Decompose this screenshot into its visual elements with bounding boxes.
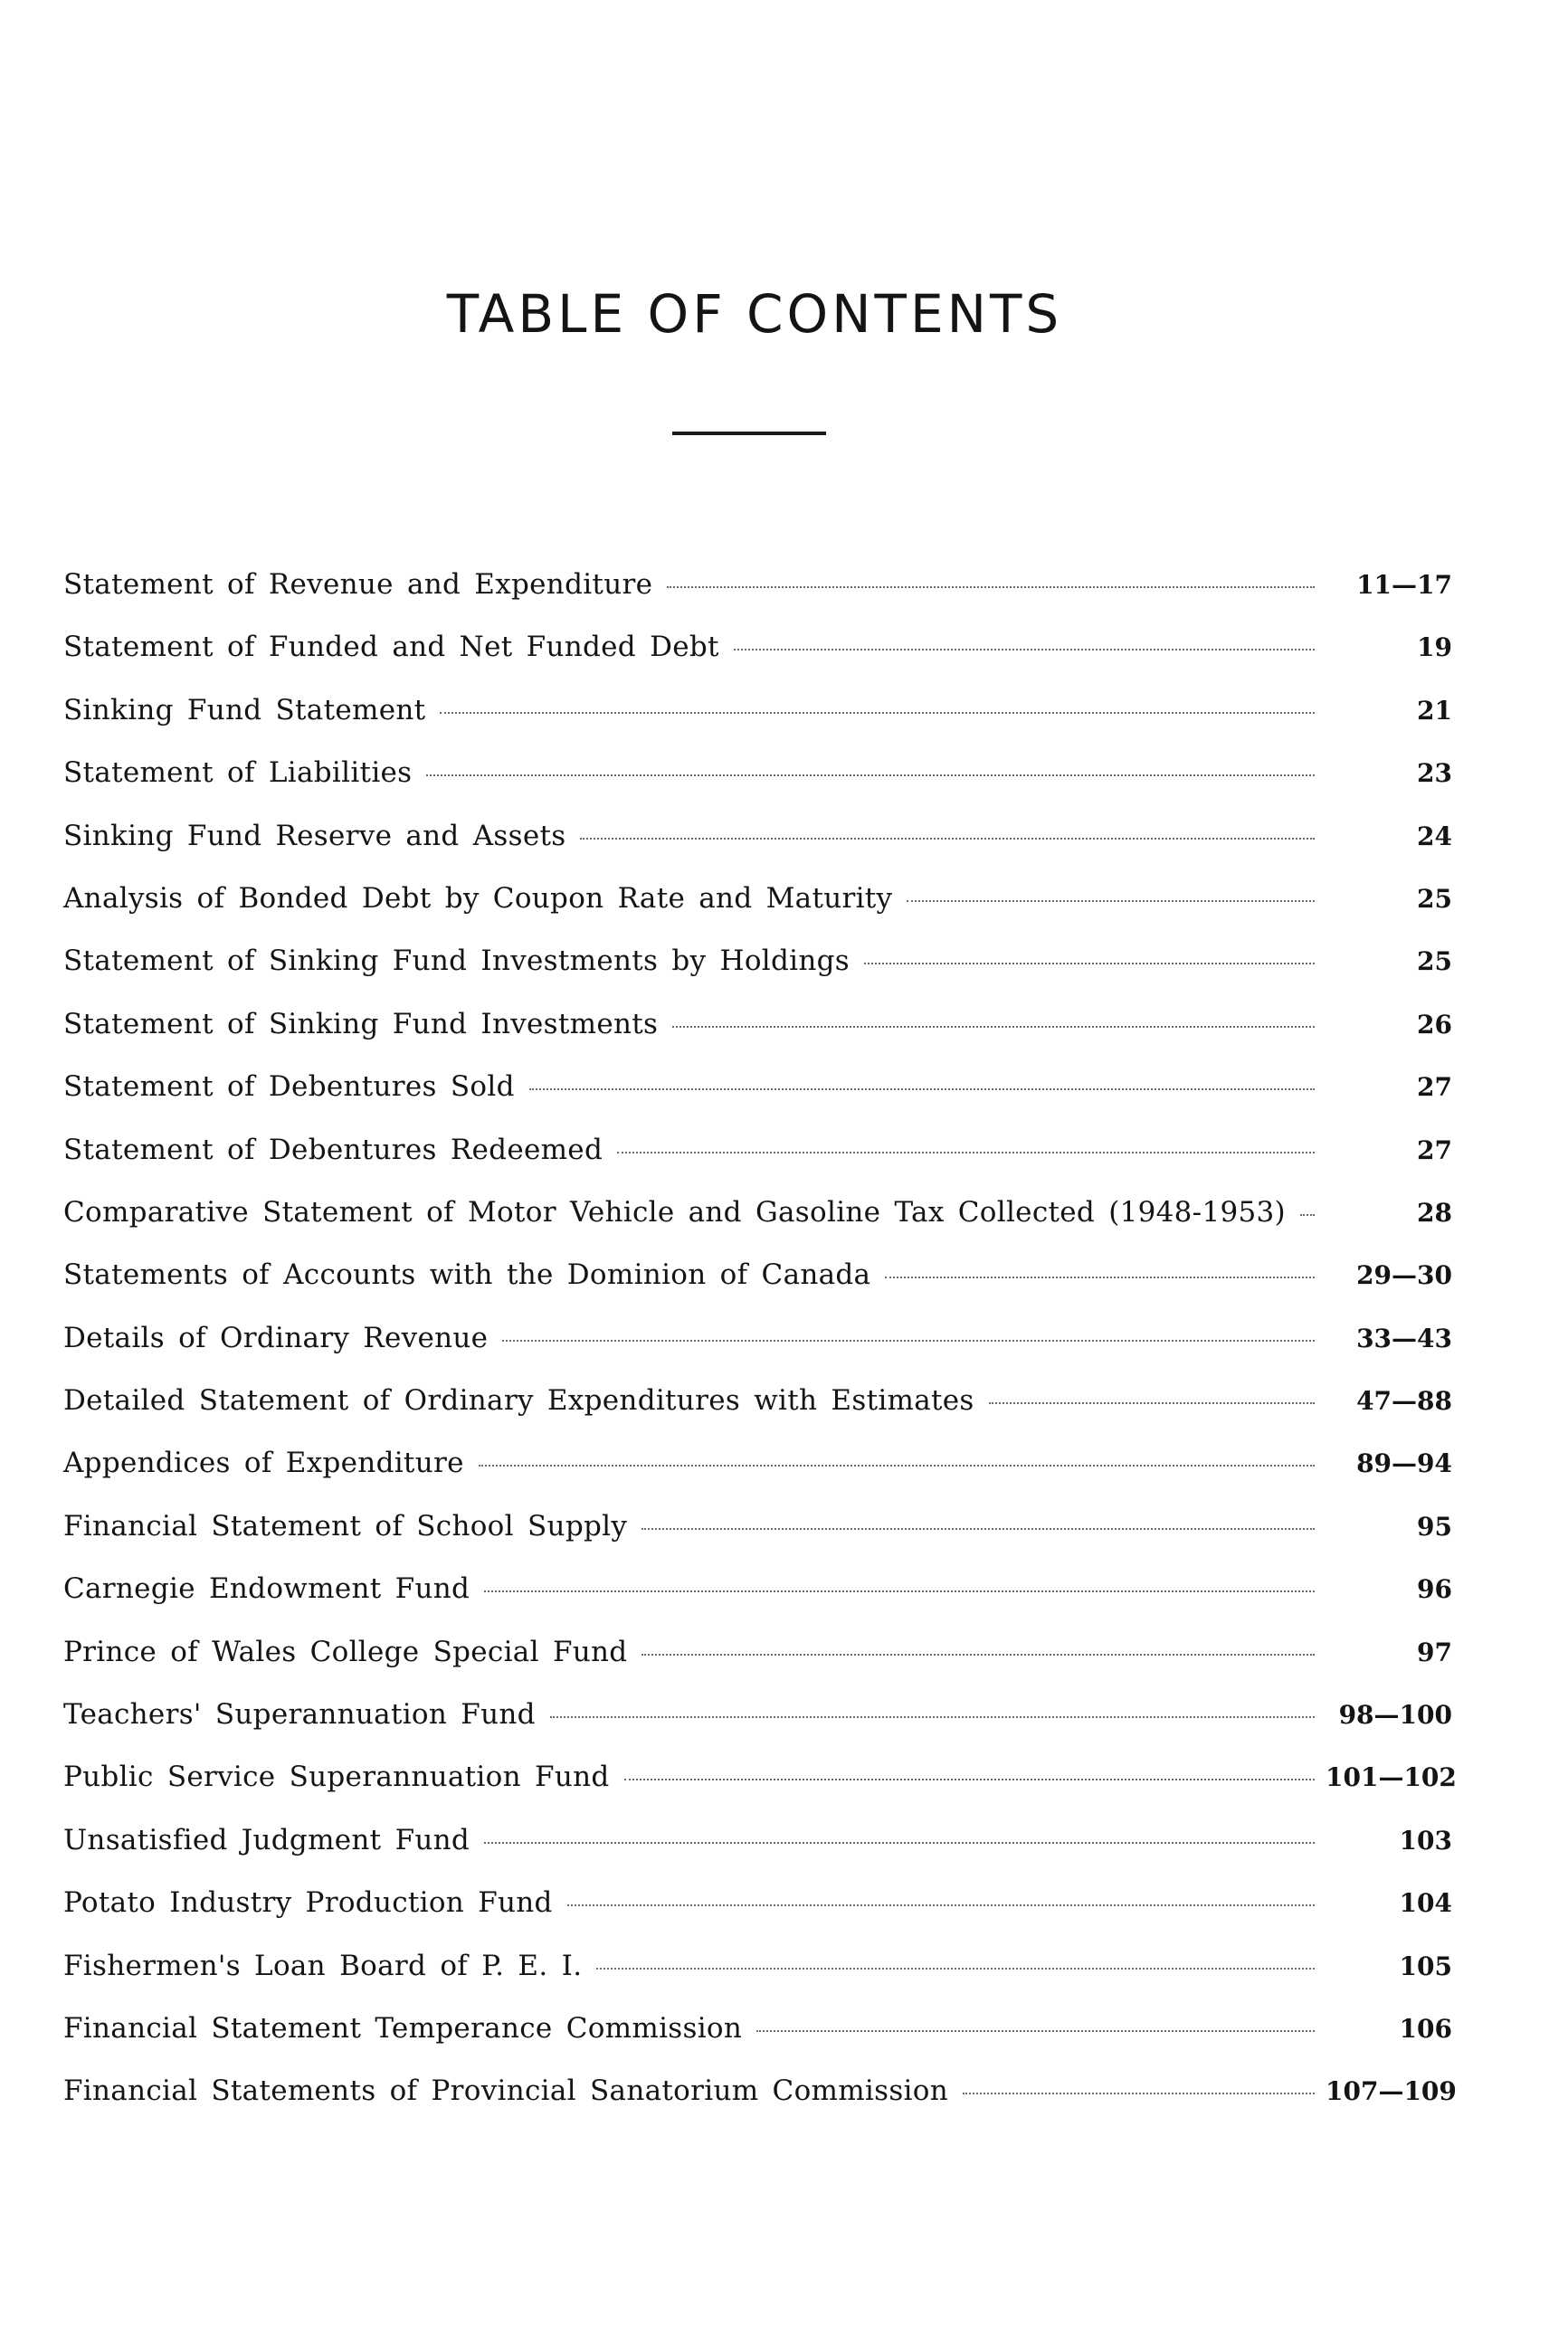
toc-entry [63, 1008, 1452, 1070]
toc-entry-title: Carnegie Endowment Fund [63, 1572, 470, 1606]
toc-entry-page: 104 [1399, 1888, 1452, 1919]
toc-entry [63, 1384, 1452, 1447]
toc-entry-title: Details of Ordinary Revenue [63, 1321, 489, 1354]
toc-entry-title: Statement of Funded and Net Funded Debt [63, 631, 719, 664]
dot-leader [864, 963, 1315, 964]
dot-leader [907, 900, 1315, 902]
toc-entry-title: Financial Statements of Provincial Sanatorium Commission [63, 2074, 949, 2108]
toc-entry-page: 103 [1399, 1825, 1452, 1856]
toc-entry-page: 101—102 [1326, 1762, 1457, 1793]
dot-leader [529, 1088, 1315, 1090]
toc-entry-page: 107—109 [1326, 2076, 1457, 2107]
dot-leader [426, 774, 1315, 776]
toc-entry [63, 1447, 1452, 1509]
dot-leader [567, 1904, 1315, 1906]
toc-entry-title: Financial Statement of School Supply [63, 1509, 628, 1543]
toc-entry [63, 1636, 1452, 1698]
toc-entry-title: Analysis of Bonded Debt by Coupon Rate and Maturity [63, 881, 893, 915]
toc-entry-page: 23 [1417, 758, 1452, 789]
toc-entry-title: Statement of Debentures Sold [63, 1070, 515, 1104]
toc-entry-title: Prince of Wales College Special Fund [63, 1635, 628, 1668]
toc-entry-page: 24 [1417, 821, 1452, 851]
toc-entry-title: Statement of Debentures Redeemed [63, 1133, 603, 1166]
toc-entry-page: 96 [1417, 1574, 1452, 1605]
toc-entry [63, 1824, 1452, 1886]
toc-entry-page: 105 [1399, 1951, 1452, 1981]
toc-entry-title: Sinking Fund Reserve and Assets [63, 819, 566, 852]
toc-entry-page: 27 [1417, 1072, 1452, 1103]
toc-entry-title: Potato Industry Production Fund [63, 1886, 553, 1920]
dot-leader [502, 1340, 1315, 1342]
toc-entry-title: Statement of Liabilities [63, 756, 413, 790]
dot-leader [580, 838, 1315, 840]
toc-entry-page: 89—94 [1356, 1448, 1452, 1479]
title-rule [672, 432, 826, 435]
toc-entry-page: 21 [1417, 695, 1452, 726]
toc-entry-page: 33—43 [1356, 1323, 1452, 1353]
dot-leader [756, 2030, 1315, 2032]
toc-entry [63, 756, 1452, 819]
dot-leader [885, 1277, 1315, 1278]
toc-entry-title: Financial Statement Temperance Commission [63, 2011, 743, 2045]
toc-entry-page: 11—17 [1356, 570, 1452, 600]
toc-entry-title: Detailed Statement of Ordinary Expenditures with Estimates [63, 1384, 974, 1418]
toc-entry [63, 568, 1452, 631]
toc-entry-page: 26 [1417, 1009, 1452, 1040]
toc-entry [63, 1510, 1452, 1572]
dot-leader [1300, 1214, 1315, 1216]
toc-entry [63, 1322, 1452, 1384]
toc-entry [63, 2074, 1457, 2137]
toc-entry [63, 694, 1452, 756]
toc-entry-page: 97 [1417, 1637, 1452, 1667]
dot-leader [440, 712, 1315, 714]
dot-leader [479, 1465, 1315, 1467]
dot-leader [641, 1528, 1315, 1530]
toc-entry [63, 631, 1452, 693]
toc-entry [63, 1698, 1452, 1761]
toc-entry-title: Statement of Revenue and Expenditure [63, 568, 653, 601]
dot-leader [672, 1026, 1315, 1028]
toc-entry-page: 28 [1417, 1197, 1452, 1228]
toc-entry [63, 2012, 1452, 2074]
toc-entry-page: 98—100 [1338, 1700, 1452, 1731]
toc-entry [63, 1134, 1452, 1196]
toc-entry-title: Teachers' Superannuation Fund [63, 1698, 536, 1732]
dot-leader [641, 1654, 1315, 1656]
toc-entry-title: Fishermen's Loan Board of P. E. I. [63, 1949, 583, 1982]
toc-entry-page: 27 [1417, 1135, 1452, 1165]
toc-entry [63, 1070, 1452, 1133]
dot-leader [484, 1842, 1315, 1844]
dot-leader [734, 649, 1315, 650]
page-title: TABLE OF CONTENTS [446, 283, 1063, 345]
toc-entry-page: 19 [1417, 632, 1452, 663]
toc-entry [63, 1258, 1452, 1321]
dot-leader [624, 1779, 1315, 1780]
toc-entry [63, 1761, 1457, 1823]
toc-entry-title: Statement of Sinking Fund Investments [63, 1007, 659, 1040]
toc-entry [63, 820, 1452, 882]
toc-entry [63, 1196, 1452, 1258]
dot-leader [617, 1152, 1315, 1154]
toc-entry-title: Statements of Accounts with the Dominion of Canada [63, 1258, 871, 1292]
toc-entry-title: Public Service Superannuation Fund [63, 1761, 610, 1794]
toc-entry-page: 25 [1417, 883, 1452, 914]
toc-entry-page: 95 [1417, 1511, 1452, 1542]
toc-entry-title: Appendices of Expenditure [63, 1447, 464, 1480]
dot-leader [667, 586, 1315, 588]
dot-leader [596, 1968, 1315, 1970]
toc-entry [63, 1572, 1452, 1635]
dot-leader [550, 1716, 1315, 1718]
toc-entry [63, 945, 1452, 1007]
toc-entry [63, 1886, 1452, 1949]
toc-entry-page: 106 [1399, 2013, 1452, 2044]
toc-entry-page: 47—88 [1356, 1386, 1452, 1417]
toc-entry-page: 25 [1417, 946, 1452, 977]
toc-entry-page: 29—30 [1356, 1260, 1452, 1291]
toc-entry [63, 882, 1452, 945]
toc-entry-title: Sinking Fund Statement [63, 693, 426, 726]
dot-leader [484, 1590, 1315, 1592]
toc-entry-title: Comparative Statement of Motor Vehicle and Gasoline Tax Collected (1948-1953) [63, 1195, 1286, 1229]
table-of-contents [63, 568, 1457, 2138]
toc-entry-title: Unsatisfied Judgment Fund [63, 1823, 470, 1856]
dot-leader [963, 2093, 1315, 2094]
toc-entry [63, 1950, 1452, 2012]
toc-entry-title: Statement of Sinking Fund Investments by Holdings [63, 945, 850, 978]
dot-leader [989, 1402, 1315, 1404]
